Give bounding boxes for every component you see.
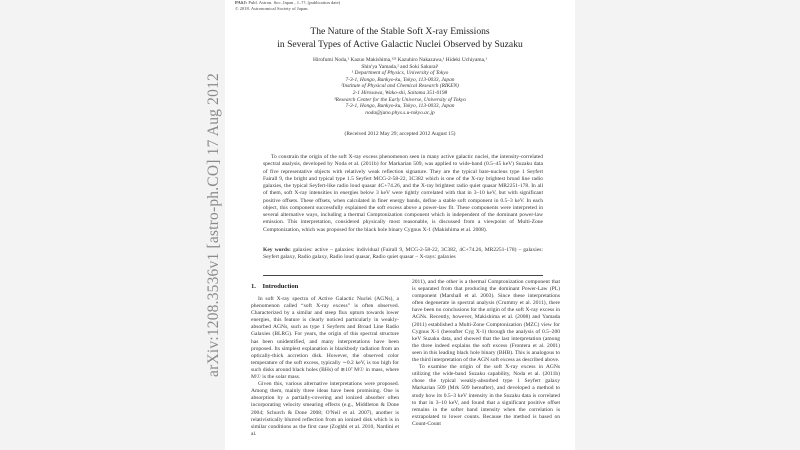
journal-header [235,0,340,11]
right-margin [575,0,800,450]
abstract-divider [263,275,543,276]
authors-line-2: Shin'ya Yamada,² and Soki Sakurai¹ [361,63,439,70]
affiliation-3-address: 7-3-1, Hongo, Bunkyo-ku, Tokyo, 113-0033, Japan [345,103,455,110]
journal-abbrev: PASJ: [235,0,248,5]
keywords-label: Key words: [263,247,291,253]
keywords-text: galaxies: active – galaxies: individual (Fairall 9, MCG-2-58-22, 3C382, 4C+74.26, MR2251-178) – galaxies: Seyfert galaxy, Radio galaxy, Radio loud quasar, Radio quiet quasar – X-rays: galaxies [263,247,543,261]
paper-page [225,0,575,450]
author-block [225,57,575,116]
journal-citation: Publ. Astron. Soc. Japan , 1–??, (publication date) [248,0,341,5]
keywords [263,247,543,261]
left-margin [0,0,225,450]
affiliation-1: ¹ Department of Physics, University of Tokyo [351,70,449,77]
title-line-1: The Nature of the Stable Soft X-ray Emissions [310,26,490,37]
section-title: Introduction [262,283,299,290]
contact-email: noda@juno.phys.s.u-tokyo.ac.jp [365,109,435,116]
paragraph: In soft X-ray spectra of Active Galactic Nuclei (AGNs), a phenomenon called “soft X-ray excess” is often observed. Characterized by a similar and steep flux upturn towards lower energies, this feature is clearly noticed particularly in weakly-absorbed AGNs, such as type 1 Seyferts and Broad Line Radio Galaxies (BLRG). For years, the origin of this spectral structure has been unidentified, and many interpretations have been proposed. Its simplest explanation is blackbody radiation from an optically-thick accretion disk. However, the observed color temperature of the soft excess, typically ∼0.2 keV, is too high for such disks around black holes (BHs) of ≳10⁷ M☉ in mass, where M☉ is the solar mass. [251,296,399,381]
arxiv-stamp: arXiv:1208.3536v1 [astro-ph.CO] 17 Aug 2012 [205,73,222,377]
paragraph: Given this, various alternative interpretations were proposed. Among them, mainly three ideas have been promising. One is absorption by a partially-covering and ionized absorber often incorporating velocity smearing effects (e.g., Middleton & Done 2004; Schurch & Done 2008; O'Neil et al. 2007), another is relativistically blurred reflection from an ionized disk which is in similar conditions as the first case (Zoghbi et al. 2010, Nardini et al. [251,381,399,437]
section-number: 1. [251,283,256,290]
right-column [412,279,560,428]
abstract: To constrain the origin of the soft X-ray excess phenomenon seen in many active galactic nuclei, the intensity-correlated spectral analysis, developed by Noda et al. (2011b) for Markarian 509, was applied to wide-band (0.5–45 keV) Suzaku data of five representative objects with relatively weak reflection signature. They are the typical bare-nucleus type 1 Seyfert Fairall 9, the bright and typical type 1.5 Seyfert MCG-2-58-22, 3C382 which is one of the X-ray brightest broad line radio galaxies, the typical Seyfert-like radio loud quasar 4C+74.26, and the X-ray brightest radio quiet quasar MR2251-178. In all of them, soft X-ray intensities in energies below 3 keV were tightly correlated with that in 3–10 keV, but with significant positive offsets. These offsets, when calculated in finer energy bands, define a stable soft component in 0.5–3 keV. In each object, this component successfully explained the soft excess above a power-law fit. These components were interpreted in several alternative ways, including a thermal Comptonization component which is independent of the dominant power-law emission. This interpretation, considered physically most reasonable, is discussed from a viewpoint of Multi-Zone Comptonization, which was proposed for the black hole binary Cygnus X-1 (Makishima et al. 2008). [263,154,543,233]
affiliation-2: ²Institute of Physical and Chemical Research (RIKEN) [341,83,459,90]
section-heading [251,283,298,290]
affiliation-2-address: 2-1 Hirosawa, Wako-shi, Saitama 351-0198 [352,89,448,96]
copyright-line: © 2018. Astronomical Society of Japan. [235,5,309,11]
title-line-2: in Several Types of Active Galactic Nuclei Observed by Suzaku [277,38,523,50]
affiliation-1-address: 7-3-1, Hongo, Bunkyo-ku, Tokyo, 113-0033, Japan [345,76,455,83]
paragraph: To examine the origin of the soft X-ray excess in AGNs utilizing the wide-band Suzaku capability, Noda et al. (2011b) chose the typical weakly-absorbed type 1 Seyfert galaxy Markarian 509 (Mrk 509 hereafter), and developed a method to study how its 0.5–3 keV intensity in the Suzaku data is correlated to that in 3–10 keV, and found that a significant positive offset remains in the softer band intensity when the correlation is extrapolated to lower counts. Because the method is based on Count-Count [412,364,560,427]
paragraph: 2011), and the other is a thermal Comptonization component that is separated from that producing the dominant Power-Law (PL) component (Marshall et al. 2003). Since these interpretations often degenerate in spectral analysis (Crummy et al. 2011), there have been no conclusions for the origin of the soft X-ray excess in AGNs. Recently, however, Makishima et al. (2008) and Yamada (2011) established a Multi-Zone Comptonization (MZC) view for Cygnus X-1 (hereafter Cyg X-1) through the analysis of 0.5–200 keV Suzaku data, and showed that the last interpretation (among the three indeed explains the soft excess (Frontera et al. 2001) seen in this leading black hole binary (BHB). This is analogous to the third interpretation of the AGN soft excess as described above. [412,279,560,364]
affiliation-3: ³Research Center for the Early Universe, University of Tokyo [334,96,466,103]
paper-title [225,26,575,51]
received-dates: (Received 2012 May 29; accepted 2012 August 15) [344,131,456,137]
authors-line-1: Hirofumi Noda,¹ Kazuo Makishima,¹²³ Kazuhiro Nakazawa,¹ Hideki Uchiyama,¹ [313,57,487,63]
left-column [251,296,399,438]
